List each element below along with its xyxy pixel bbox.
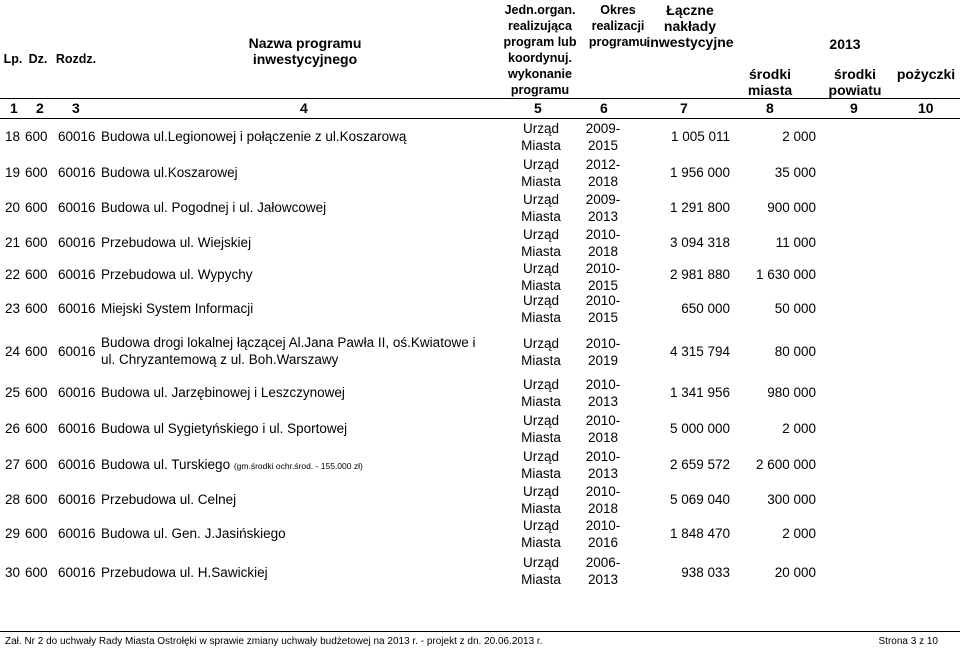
row-period-start: 2010- xyxy=(585,293,621,308)
row-period-end: 2018 xyxy=(587,501,619,516)
row-srodki-miasta: 900 000 xyxy=(767,200,816,215)
row-name: Budowa ul. Turskiego xyxy=(101,457,231,472)
row-lp: 24 xyxy=(5,344,21,359)
row-dz: 600 xyxy=(25,267,48,282)
row-unit: Urząd xyxy=(522,413,559,428)
header-lp: Lp. xyxy=(3,52,23,66)
row-unit-2: Miasta xyxy=(521,174,561,189)
row-srodki-miasta: 980 000 xyxy=(767,385,816,400)
table-row xyxy=(0,119,960,155)
header-okres-2: realizacji xyxy=(591,19,645,33)
row-total: 2 981 880 xyxy=(669,267,730,282)
row-unit: Urząd xyxy=(522,157,559,172)
row-period-end: 2019 xyxy=(587,353,619,368)
table-row xyxy=(0,190,960,226)
row-srodki-miasta: 2 000 xyxy=(782,421,816,436)
row-lp: 19 xyxy=(5,165,21,180)
row-rozdz: 60016 xyxy=(58,235,96,250)
row-lp: 21 xyxy=(5,235,21,250)
header-jedn-2: realizująca xyxy=(508,19,572,33)
row-unit-2: Miasta xyxy=(521,466,561,481)
row-unit: Urząd xyxy=(522,377,559,392)
row-unit: Urząd xyxy=(522,261,559,276)
row-period-end: 2013 xyxy=(587,394,619,409)
row-rozdz: 60016 xyxy=(58,526,96,541)
row-unit-2: Miasta xyxy=(521,310,561,325)
row-unit-2: Miasta xyxy=(521,209,561,224)
row-unit-2: Miasta xyxy=(521,535,561,550)
row-total: 1 848 470 xyxy=(669,526,730,541)
row-total: 650 000 xyxy=(681,301,730,316)
row-unit: Urząd xyxy=(522,227,559,242)
row-period-start: 2009- xyxy=(585,192,621,207)
row-unit-2: Miasta xyxy=(521,430,561,445)
row-lp: 28 xyxy=(5,492,21,507)
header-year: 2013 xyxy=(829,36,861,52)
header-srodki-powiatu-2: powiatu xyxy=(828,82,882,98)
colnum: 7 xyxy=(680,100,688,116)
row-srodki-miasta: 1 630 000 xyxy=(755,267,816,282)
row-period-start: 2010- xyxy=(585,518,621,533)
header-nazwa-1: Nazwa programu xyxy=(248,35,362,51)
row-name: Miejski System Informacji xyxy=(101,301,254,316)
row-period-start: 2010- xyxy=(585,377,621,392)
header-laczne-1: Łączne xyxy=(666,2,714,18)
header-okres-3: programu xyxy=(588,35,648,49)
column-numbers xyxy=(0,98,960,118)
row-lp: 18 xyxy=(5,129,21,144)
table-row xyxy=(0,447,960,483)
row-lp: 22 xyxy=(5,267,21,282)
row-dz: 600 xyxy=(25,492,48,507)
row-rozdz: 60016 xyxy=(58,344,96,359)
row-unit: Urząd xyxy=(522,484,559,499)
colnum: 1 xyxy=(10,100,18,116)
row-name-2: ul. Chryzantemową z ul. Boh.Warszawy xyxy=(101,352,339,367)
row-period-start: 2010- xyxy=(585,227,621,242)
row-unit-2: Miasta xyxy=(521,353,561,368)
row-name: Przebudowa ul. Celnej xyxy=(101,492,237,507)
row-srodki-miasta: 80 000 xyxy=(774,344,816,359)
row-dz: 600 xyxy=(25,235,48,250)
row-name-note: (gm.środki ochr.środ. - 155.000 zł) xyxy=(233,461,363,471)
header-dz: Dz. xyxy=(28,52,48,66)
header-okres-1: Okres xyxy=(600,3,636,17)
row-rozdz: 60016 xyxy=(58,267,96,282)
row-period-end: 2016 xyxy=(587,535,619,550)
row-total: 5 069 040 xyxy=(669,492,730,507)
row-unit: Urząd xyxy=(522,192,559,207)
row-period-start: 2006- xyxy=(585,555,621,570)
row-srodki-miasta: 300 000 xyxy=(767,492,816,507)
row-name: Budowa ul. Gen. J.Jasińskiego xyxy=(101,526,286,541)
colnum: 4 xyxy=(300,100,308,116)
table-row xyxy=(0,411,960,447)
footer-text: Zał. Nr 2 do uchwały Rady Miasta Ostrołęki w sprawie zmiany uchwały budżetowej na 2013 r. - projekt z dn. 20.06.2013 r. xyxy=(5,636,543,647)
row-unit-2: Miasta xyxy=(521,572,561,587)
row-period-end: 2018 xyxy=(587,174,619,189)
header-laczne-3: inwestycyjne xyxy=(646,34,734,50)
footer-rule xyxy=(0,631,960,632)
row-period-end: 2015 xyxy=(587,138,619,153)
row-total: 5 000 000 xyxy=(669,421,730,436)
row-srodki-miasta: 35 000 xyxy=(774,165,816,180)
table-row xyxy=(0,482,960,518)
row-rozdz: 60016 xyxy=(58,129,96,144)
row-name: Budowa ul. Pogodnej i ul. Jałowcowej xyxy=(101,200,327,215)
colnum: 10 xyxy=(918,100,934,116)
row-dz: 600 xyxy=(25,344,48,359)
header-nazwa-2: inwestycyjnego xyxy=(252,51,358,67)
colnum: 8 xyxy=(766,100,774,116)
row-srodki-miasta: 2 000 xyxy=(782,526,816,541)
colnum: 2 xyxy=(36,100,44,116)
colnum: 3 xyxy=(72,100,80,116)
table-row xyxy=(0,291,960,327)
row-period-start: 2010- xyxy=(585,413,621,428)
header-srodki-powiatu-1: środki xyxy=(833,66,876,82)
row-lp: 29 xyxy=(5,526,21,541)
table-row xyxy=(0,554,960,590)
row-total: 1 956 000 xyxy=(669,165,730,180)
row-rozdz: 60016 xyxy=(58,301,96,316)
row-lp: 27 xyxy=(5,457,21,472)
table-row xyxy=(0,155,960,191)
row-name: Przebudowa ul. H.Sawickiej xyxy=(101,565,268,580)
table-row xyxy=(0,259,960,295)
row-unit: Urząd xyxy=(522,555,559,570)
row-name: Przebudowa ul. Wypychy xyxy=(101,267,253,282)
header-laczne-2: nakłady xyxy=(663,18,717,34)
row-rozdz: 60016 xyxy=(58,492,96,507)
row-dz: 600 xyxy=(25,385,48,400)
row-name: Budowa drogi lokalnej łączącej Al.Jana Pawła II, oś.Kwiatowe i xyxy=(101,335,476,350)
row-rozdz: 60016 xyxy=(58,200,96,215)
row-dz: 600 xyxy=(25,129,48,144)
row-unit-2: Miasta xyxy=(521,244,561,259)
row-rozdz: 60016 xyxy=(58,421,96,436)
row-name: Budowa ul Sygietyńskiego i ul. Sportowej xyxy=(101,421,348,436)
header-jedn-5: wykonanie xyxy=(508,67,572,81)
header-jedn-4: koordynuj. xyxy=(508,51,572,65)
row-period-end: 2018 xyxy=(587,430,619,445)
colnum: 5 xyxy=(534,100,542,116)
row-srodki-miasta: 2 600 000 xyxy=(755,457,816,472)
row-name: Przebudowa ul. Wiejskiej xyxy=(101,235,252,250)
row-lp: 23 xyxy=(5,301,21,316)
header-jedn-6: programu xyxy=(510,83,570,97)
row-total: 2 659 572 xyxy=(669,457,730,472)
table-row xyxy=(0,516,960,552)
header-srodki-miasta-1: środki xyxy=(748,66,791,82)
row-total: 1 341 956 xyxy=(669,385,730,400)
colnum: 9 xyxy=(850,100,858,116)
row-dz: 600 xyxy=(25,301,48,316)
row-name: Budowa ul.Koszarowej xyxy=(101,165,238,180)
row-name: Budowa ul.Legionowej i połączenie z ul.Koszarową xyxy=(101,129,407,144)
row-period-start: 2010- xyxy=(585,261,621,276)
row-srodki-miasta: 2 000 xyxy=(782,129,816,144)
row-rozdz: 60016 xyxy=(58,165,96,180)
row-period-start: 2010- xyxy=(585,449,621,464)
row-rozdz: 60016 xyxy=(58,385,96,400)
row-total: 1 291 800 xyxy=(669,200,730,215)
row-period-start: 2012- xyxy=(585,157,621,172)
row-period-start: 2010- xyxy=(585,484,621,499)
row-lp: 26 xyxy=(5,421,21,436)
row-unit: Urząd xyxy=(522,336,559,351)
table-row xyxy=(0,375,960,411)
row-total: 938 033 xyxy=(681,565,730,580)
row-srodki-miasta: 20 000 xyxy=(774,565,816,580)
row-rozdz: 60016 xyxy=(58,565,96,580)
row-srodki-miasta: 50 000 xyxy=(774,301,816,316)
row-lp: 20 xyxy=(5,200,21,215)
row-unit-2: Miasta xyxy=(521,394,561,409)
header-rozdz: Rozdz. xyxy=(55,52,97,66)
colnum: 6 xyxy=(600,100,608,116)
header-jedn-3: program lub xyxy=(503,35,577,49)
header-jedn-1: Jedn.organ. xyxy=(504,3,576,17)
row-unit-2: Miasta xyxy=(521,278,561,293)
row-period-end: 2015 xyxy=(587,310,619,325)
row-period-end: 2013 xyxy=(587,466,619,481)
row-period-end: 2013 xyxy=(587,209,619,224)
row-unit: Urząd xyxy=(522,293,559,308)
row-lp: 30 xyxy=(5,565,21,580)
table-row xyxy=(0,332,960,372)
row-unit-2: Miasta xyxy=(521,501,561,516)
row-dz: 600 xyxy=(25,457,48,472)
table-row xyxy=(0,225,960,261)
row-name: Budowa ul. Jarzębinowej i Leszczynowej xyxy=(101,385,345,400)
row-period-end: 2015 xyxy=(587,278,619,293)
row-dz: 600 xyxy=(25,526,48,541)
row-period-start: 2009- xyxy=(585,121,621,136)
header-pozyczki: pożyczki xyxy=(896,66,956,82)
row-unit: Urząd xyxy=(522,449,559,464)
row-total: 4 315 794 xyxy=(669,344,730,359)
header-srodki-miasta-2: miasta xyxy=(747,82,793,98)
row-dz: 600 xyxy=(25,421,48,436)
row-dz: 600 xyxy=(25,165,48,180)
row-period-end: 2018 xyxy=(587,244,619,259)
row-unit: Urząd xyxy=(522,121,559,136)
row-period-start: 2010- xyxy=(585,336,621,351)
row-dz: 600 xyxy=(25,565,48,580)
row-unit-2: Miasta xyxy=(521,138,561,153)
row-rozdz: 60016 xyxy=(58,457,96,472)
row-period-end: 2013 xyxy=(587,572,619,587)
page-number: Strona 3 z 10 xyxy=(878,636,938,647)
row-total: 1 005 011 xyxy=(670,129,730,144)
row-lp: 25 xyxy=(5,385,21,400)
row-total: 3 094 318 xyxy=(669,235,730,250)
row-unit: Urząd xyxy=(522,518,559,533)
row-srodki-miasta: 11 000 xyxy=(775,235,816,250)
row-dz: 600 xyxy=(25,200,48,215)
